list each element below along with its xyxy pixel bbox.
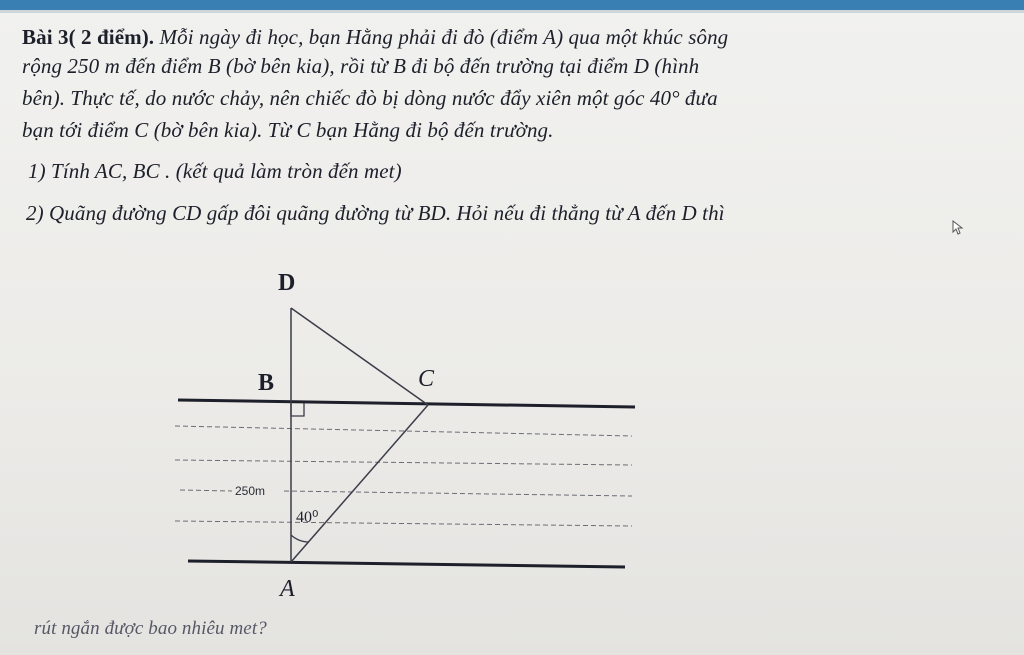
right-angle-marker [291, 403, 304, 416]
angle-arc-a [291, 535, 309, 542]
label-angle: 40⁰ [296, 509, 319, 526]
near-bank [188, 561, 625, 567]
water-line [175, 460, 632, 465]
problem-heading: Bài 3( 2 điểm). [22, 25, 155, 49]
label-point-b: B [258, 370, 275, 396]
mouse-pointer-icon [952, 220, 964, 236]
problem-line-4 [22, 117, 554, 143]
problem-text-2: rộng 250 m đến điểm B (bờ bên kia), rồi từ B đi bộ đến trường tại điểm D (hình [22, 54, 700, 78]
problem-intro: Mỗi ngày đi học, bạn Hằng phải đi đò (điểm A) qua một khúc sông [159, 25, 729, 49]
label-point-a: A [280, 576, 295, 602]
problem-text-3: bên). Thực tế, do nước chảy, nên chiếc đò bị dòng nước đẩy xiên một góc 40° đưa [22, 86, 718, 110]
label-point-d: D [278, 270, 296, 296]
segment-dc [291, 308, 428, 405]
water-line [284, 491, 632, 496]
water-line [175, 426, 632, 436]
label-river-width: 250m [235, 484, 266, 498]
question-2 [26, 200, 725, 226]
water-line [175, 521, 632, 526]
question-2-continuation: rút ngắn được bao nhiêu met? [34, 618, 267, 639]
river-diagram-svg [160, 250, 650, 610]
water-line [180, 490, 232, 491]
problem-text-4: bạn tới điểm C (bờ bên kia). Từ C bạn Hằng đi bộ đến trường. [22, 118, 554, 142]
question-1-text: 1) Tính AC, BC . (kết quả làm tròn đến met) [28, 159, 402, 183]
question-2-text: 2) Quãng đường CD gấp đôi quãng đường từ BD. Hỏi nếu đi thẳng từ A đến D thì [26, 201, 725, 225]
label-point-c: C [418, 366, 435, 392]
window-top-bar-edge [0, 10, 1024, 13]
problem-line-3 [22, 85, 718, 111]
question-1 [28, 158, 402, 184]
problem-line-2 [22, 53, 699, 79]
problem-line-1 [22, 24, 728, 50]
window-top-bar [0, 0, 1024, 10]
river-diagram [160, 250, 650, 610]
far-bank [178, 400, 635, 407]
